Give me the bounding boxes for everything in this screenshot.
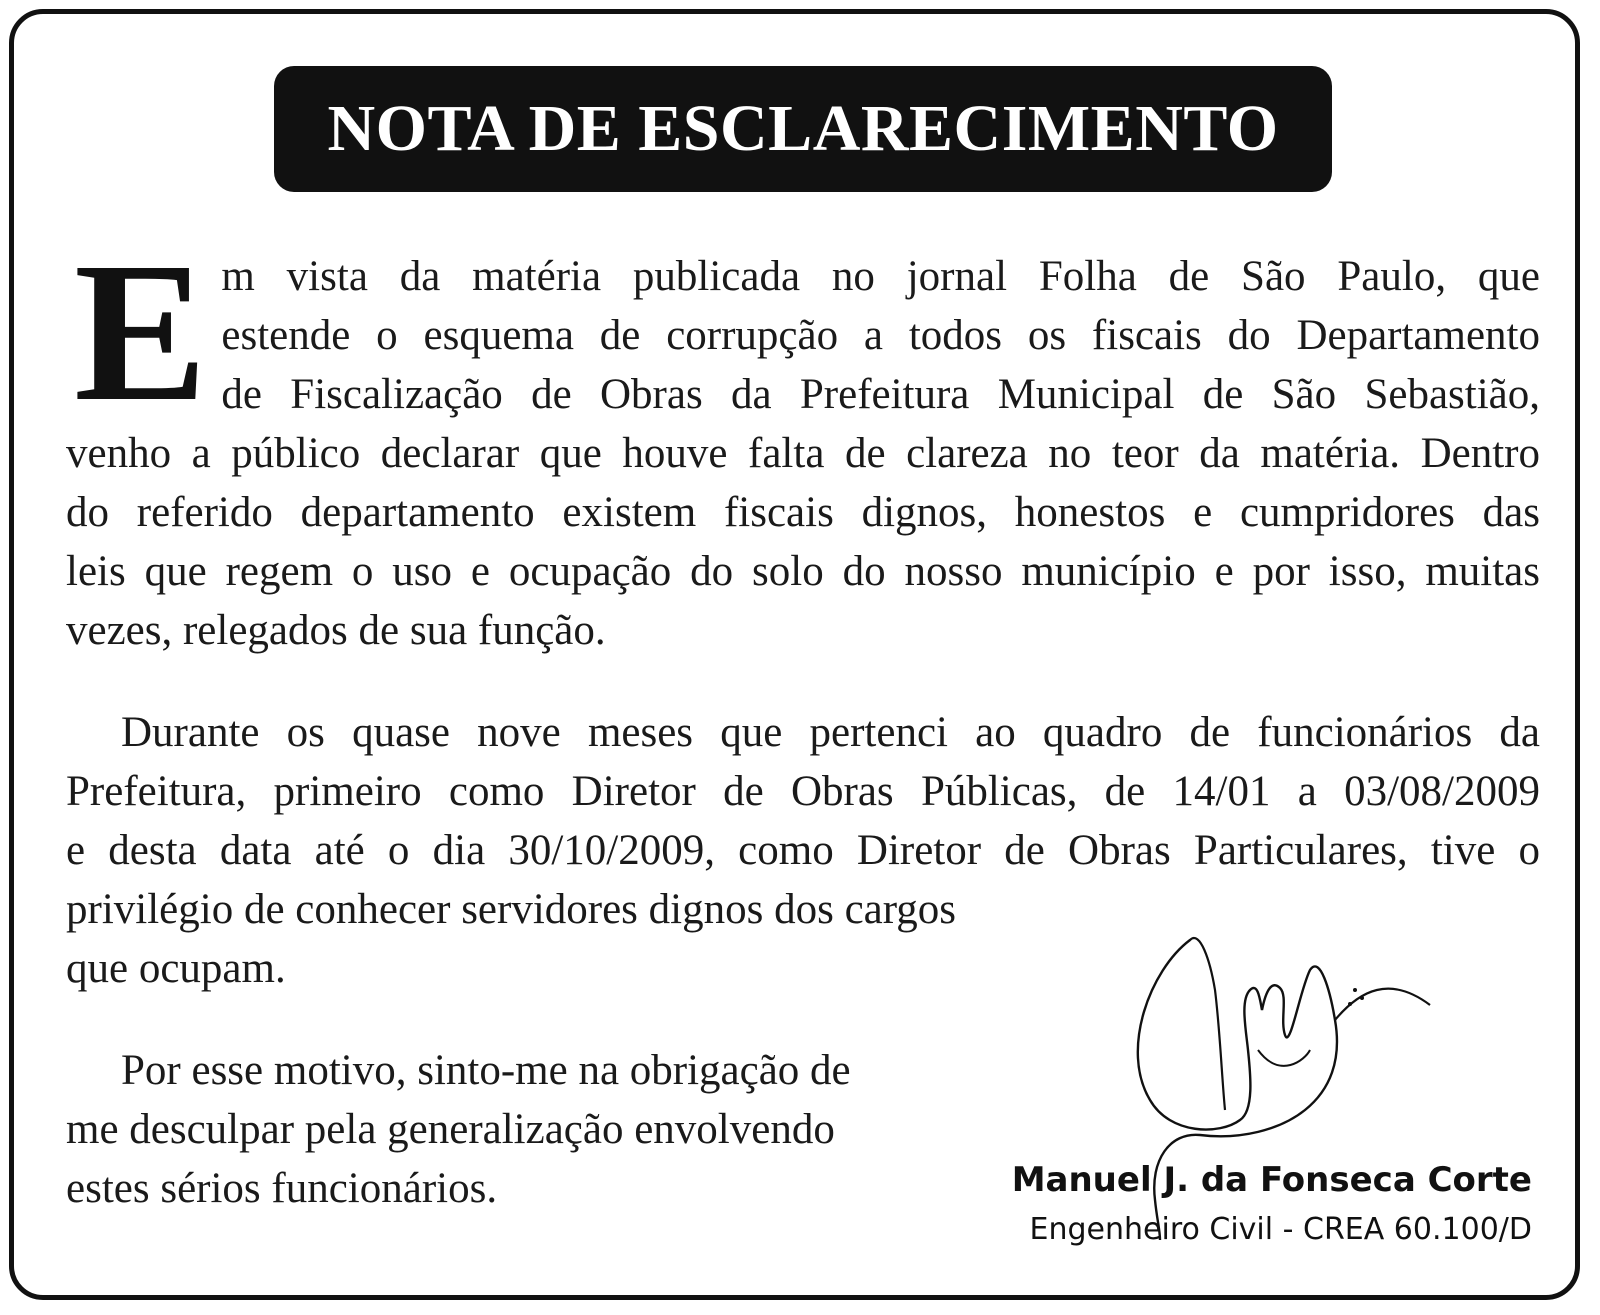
signature-block bbox=[1012, 1155, 1532, 1255]
text-line: leis que regem o uso e ocupação do solo do nosso município e por isso, muitas bbox=[66, 548, 1540, 595]
drop-cap: E bbox=[74, 222, 208, 443]
text-line: do referido departamento existem fiscais dignos, honestos e cumpridores das bbox=[66, 489, 1540, 536]
text-line: estende o esquema de corrupção a todos os fiscais do Departamento bbox=[221, 312, 1540, 359]
text-line: m vista da matéria publicada no jornal Folha de São Paulo, que bbox=[221, 253, 1540, 300]
text-line: privilégio de conhecer servidores dignos dos cargos bbox=[66, 886, 957, 933]
text-line: venho a público declarar que houve falta de clareza no teor da matéria. Dentro bbox=[66, 430, 1540, 477]
text-line: Prefeitura, primeiro como Diretor de Obras Públicas, de 14/01 a 03/08/2009 bbox=[66, 768, 1540, 815]
signer-name: Manuel J. da Fonseca Corte bbox=[1011, 1160, 1532, 1200]
title-banner bbox=[274, 66, 1332, 192]
text-line: de Fiscalização de Obras da Prefeitura Municipal de São Sebastião, bbox=[221, 371, 1540, 418]
paragraph-1 bbox=[66, 222, 1540, 660]
text-line: estes sérios funcionários. bbox=[66, 1165, 498, 1212]
text-line: Por esse motivo, sinto-me na obrigação de bbox=[121, 1047, 851, 1094]
signer-role: Engenheiro Civil - CREA 60.100/D bbox=[1029, 1212, 1532, 1247]
text-line: vezes, relegados de sua função. bbox=[66, 607, 606, 654]
text-line: e desta data até o dia 30/10/2009, como Diretor de Obras Particulares, tive o bbox=[66, 827, 1540, 874]
text-line: que ocupam. bbox=[66, 945, 286, 992]
text-line: Durante os quase nove meses que pertenci ao quadro de funcionários da bbox=[121, 709, 1540, 756]
page-title: NOTA DE ESCLARECIMENTO bbox=[327, 92, 1279, 165]
text-line: me desculpar pela generalização envolvendo bbox=[66, 1106, 835, 1153]
